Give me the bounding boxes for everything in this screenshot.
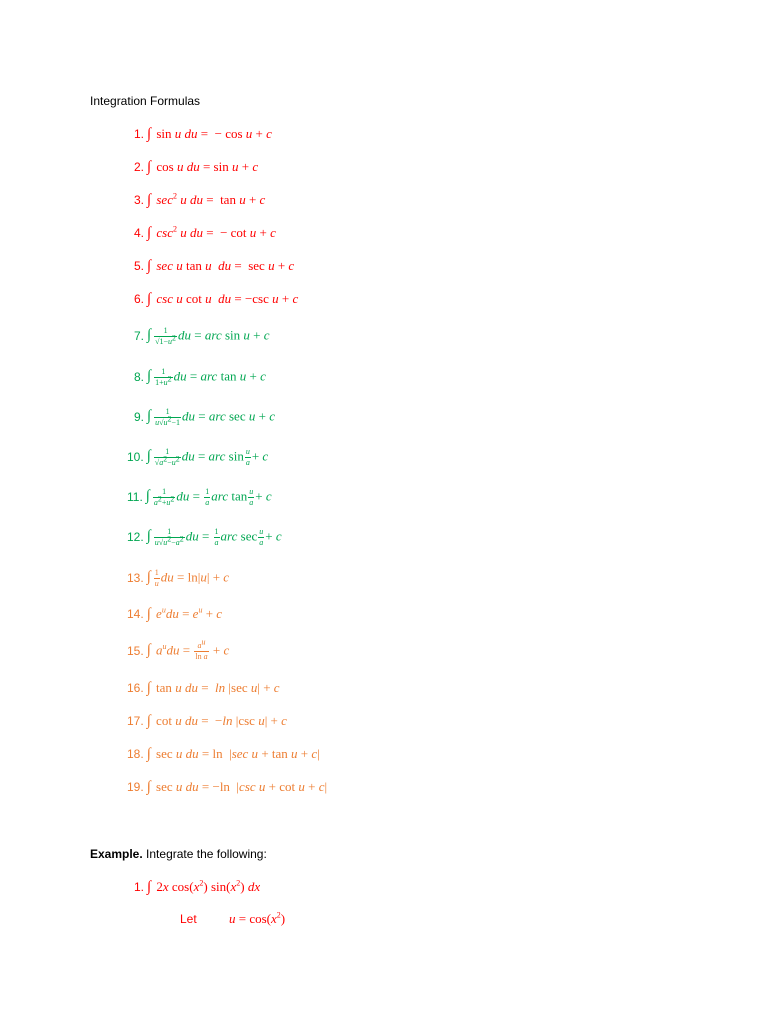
formula-number: 5. xyxy=(134,259,145,273)
formula-expression: ∫ $\frac{1}{1+u^2}$ du = arc tan u + c xyxy=(147,366,266,387)
problem-number: 1. xyxy=(134,880,145,894)
formula-17 xyxy=(127,711,287,731)
example-problem-1 xyxy=(134,877,260,897)
formula-expression: ∫ $\csc^2 u$ du = − cot u + c xyxy=(147,224,276,241)
page-title: Integration Formulas xyxy=(90,94,201,108)
formula-3 xyxy=(134,190,265,210)
formula-number: 4. xyxy=(134,226,145,240)
formula-10 xyxy=(127,447,268,467)
formula-number: 3. xyxy=(134,193,145,207)
formula-7 xyxy=(134,326,270,346)
formula-number: 9. xyxy=(134,410,145,424)
example-heading xyxy=(90,847,267,861)
formula-expression: ∫ sec u du = ln |sec u + tan u + c| xyxy=(146,745,320,762)
formula-number: 8. xyxy=(134,370,145,384)
formula-expression: ∫ $a^udu$ = $\frac{a^u}{\text{ln a}}$ + c xyxy=(146,636,230,661)
formula-15 xyxy=(127,636,230,661)
formula-expression: ∫ $\frac{1}{√1-u^2}$ du = arc sin u + c xyxy=(147,325,270,346)
formula-4 xyxy=(134,223,276,243)
formula-number: 12. xyxy=(127,530,144,544)
formula-8 xyxy=(134,367,266,387)
formula-18 xyxy=(127,744,320,764)
formula-14 xyxy=(127,604,222,624)
formula-expression: ∫ sec u du = −ln |csc u + cot u + c| xyxy=(146,778,328,795)
formula-expression: ∫ $\frac{1}{√a^2-u^2}$ du = arc sin $\frac{u}{a}$ + c xyxy=(146,446,269,467)
formula-expression: ∫ $e^udu = e^u + c$ xyxy=(146,605,223,622)
example-label: Example. xyxy=(90,847,143,861)
formula-expression: ∫ sec u tan u du = sec u + c xyxy=(147,257,295,274)
formula-2 xyxy=(134,157,258,177)
formula-5 xyxy=(134,256,294,276)
formula-11 xyxy=(127,487,272,507)
formula-number: 1. xyxy=(134,127,145,141)
formula-9 xyxy=(134,407,275,427)
formula-number: 11. xyxy=(127,490,143,504)
formula-number: 7. xyxy=(134,329,145,343)
formula-16 xyxy=(127,678,280,698)
formula-13 xyxy=(127,568,229,588)
formula-number: 14. xyxy=(127,607,144,621)
formula-expression: ∫ $\frac{1}{a^2+u^2}$ du = $\frac{1}{a}$ arc tan $\frac{u}{a}$ + c xyxy=(145,486,272,507)
formula-expression: ∫ $\frac{1}{u√u^2-1}$ du = arc sec u + c xyxy=(147,406,275,427)
formula-expression: ∫ $\frac{1}{u}$ du = ln|u| + c xyxy=(146,567,230,588)
formula-number: 15. xyxy=(127,644,144,658)
example-instruction: Integrate the following: xyxy=(146,847,267,861)
formula-expression: ∫ sin u du = − cos u + c xyxy=(147,125,272,142)
formula-6 xyxy=(134,289,298,309)
formula-expression: ∫ csc u cot u du = −csc u + c xyxy=(147,290,299,307)
formula-number: 18. xyxy=(127,747,144,761)
formula-expression: ∫ cot u du = −ln |csc u| + c xyxy=(146,712,287,729)
formula-expression: ∫ cos u du = sin u + c xyxy=(147,158,259,175)
substitution-equation: $u = \cos(x^2)$ xyxy=(229,910,286,926)
formula-12 xyxy=(127,527,282,547)
formula-number: 6. xyxy=(134,292,145,306)
problem-expression: ∫ 2x $\cos(x^2)$ $\sin(x^2)$ dx xyxy=(147,878,261,895)
formula-expression: ∫ $\frac{1}{u√u^2-a^2}$ du = $\frac{1}{a}$ arc sec $\frac{u}{a}$ + c xyxy=(146,526,282,547)
formula-number: 10. xyxy=(127,450,144,464)
formula-number: 16. xyxy=(127,681,144,695)
formula-19 xyxy=(127,777,327,797)
formula-number: 19. xyxy=(127,780,144,794)
formula-expression: ∫ tan u du = ln |sec u| + c xyxy=(146,679,280,696)
let-label: Let xyxy=(180,912,197,926)
formula-number: 13. xyxy=(127,571,144,585)
formula-number: 17. xyxy=(127,714,144,728)
formula-1 xyxy=(134,124,272,144)
formula-number: 2. xyxy=(134,160,145,174)
formula-expression: ∫ $\sec^2 u$ du = tan u + c xyxy=(147,191,266,208)
